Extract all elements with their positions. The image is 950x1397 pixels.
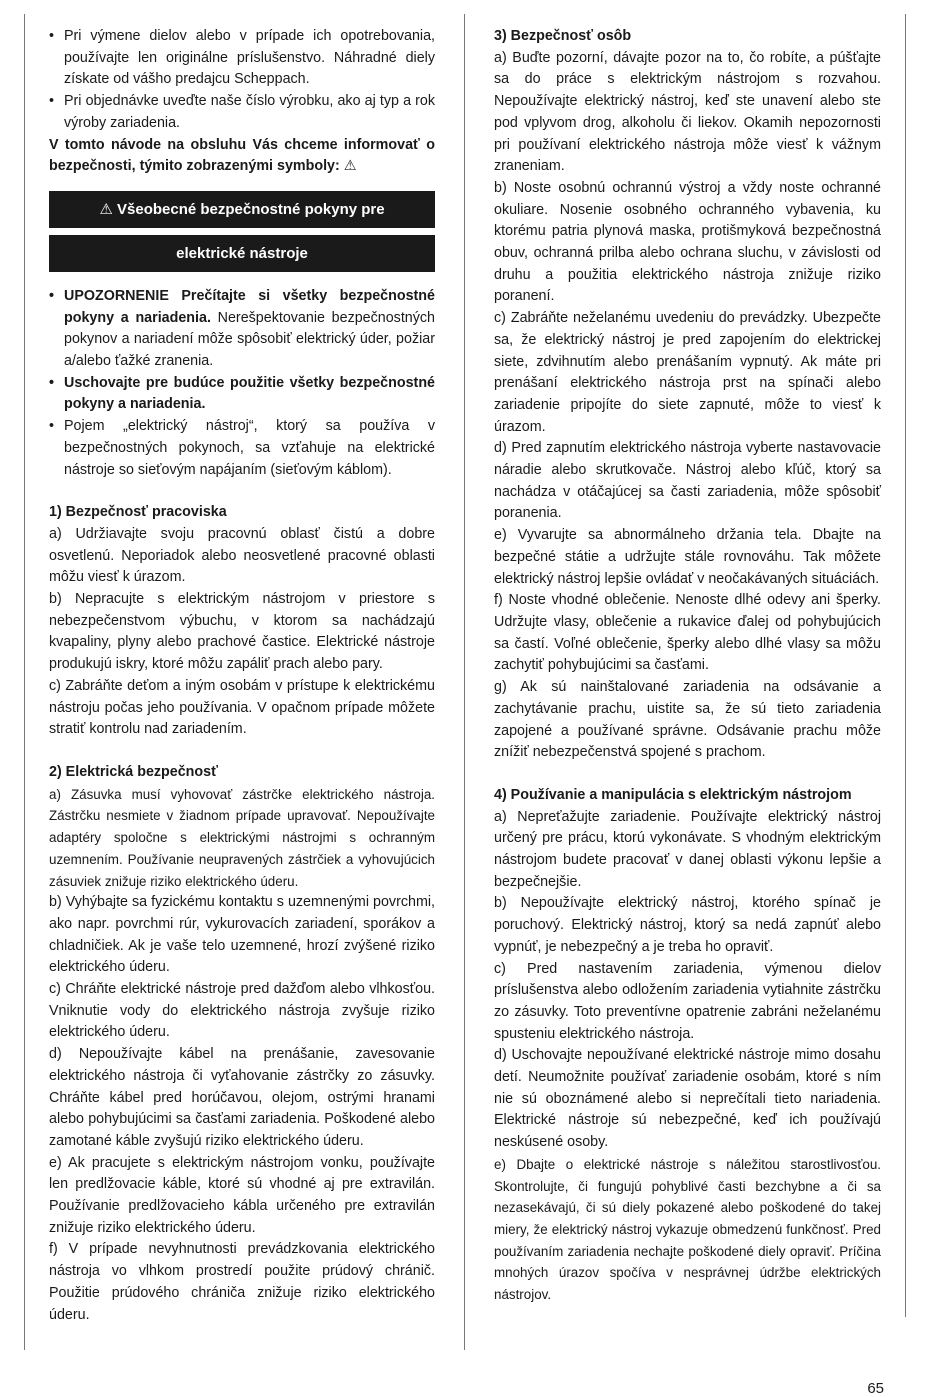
paragraph-s3-f: f) Noste vhodné oblečenie. Nenoste dlhé odevy ani šperky. Udržujte vlasy, oblečenie a rukavice ďalej od pohybujúcich sa častí. Voľné oblečenie, šperky alebo dlhé vlasy sa môžu zachytiť pohybujúcimi sa časťami.	[494, 592, 881, 674]
list-item	[49, 26, 435, 91]
bullet-marker: •	[49, 93, 55, 110]
paragraph-s2-a: a) Zásuvka musí vyhovovať zástrčke elektrického nástroja. Zástrčku nesmiete v žiadnom prípade upravovať. Nepoužívajte adaptéry spoločne s elektrickými nástrojmi s ochranným uzemnením. Používanie neupravených zástrčiek a vyhovujúcich zásuviek znižuje riziko elektrického úderu.	[49, 786, 435, 889]
intro-bullet-1: Pri výmene dielov alebo v prípade ich opotrebovania, používajte len originálne príslušenstvo. Náhradné diely získate od vášho predajcu Scheppach.	[64, 28, 435, 88]
warning-bold-text: UPOZORNENIE Prečítajte si všetky bezpečnostné pokyny a nariadenia.	[64, 287, 435, 326]
left-column	[49, 26, 435, 1326]
paragraph-s3-a: a) Buďte pozorní, dávajte pozor na to, čo robíte, a púšťajte sa do práce s elektrickým nástrojom s rozvahou. Nepoužívajte elektrický nástroj, keď ste unavení alebo ste pod vplyvom drog, alkoholu či liekov. Okamih nepozornosti pri používaní elektrického nástroja môže viesť k vážnym zraneniam.	[494, 49, 881, 175]
symbols-note: V tomto návode na obsluhu Vás chceme informovať o bezpečnosti, týmito zobrazenými symboly: ⚠	[49, 136, 435, 175]
keep-instructions: Uschovajte pre budúce použitie všetky bezpečnostné pokyny a nariadenia.	[64, 374, 435, 413]
page-number: 65	[867, 1380, 884, 1397]
paragraph-s2-e: e) Ak pracujete s elektrickým nástrojom vonku, používajte len predlžovacie káble, ktoré sú vhodné aj pre extravilán. Používanie predlžovacieho kábla určeného pre extravilán znižuje riziko elektrického úderu.	[49, 1154, 435, 1236]
list-item	[49, 416, 435, 481]
paragraph-s4-a: a) Nepreťažujte zariadenie. Používajte elektrický nástroj určený pre prácu, ktorú vykonávate. S vhodným elektrickým nástrojom budete pracovať v danej oblasti výkonu lepšie a bezpečnejšie.	[494, 808, 881, 890]
paragraph-s2-d: d) Nepoužívajte kábel na prenášanie, zavesovanie elektrického nástroja či vyťahovanie zástrčky zo zásuvky. Chráňte kábel pred horúčavou, olejom, ostrými hranami alebo pohybujúcimi sa časťami zariadenia. Poškodené alebo zamotané káble zvyšujú riziko elektrického úderu.	[49, 1046, 435, 1149]
list-item	[49, 373, 435, 416]
paragraph-s2-b: b) Vyhýbajte sa fyzickému kontaktu s uzemnenými povrchmi, ako napr. povrchmi rúr, vykurovacích zariadení, sporákov a chladničiek. Ak je vaše telo uzemnené, hrozí zvýšené riziko elektrického úderu.	[49, 894, 435, 976]
bullet-marker: •	[49, 28, 55, 44]
right-column	[494, 26, 881, 1306]
paragraph-s3-d: d) Pred zapnutím elektrického nástroja vyberte nastavovacie náradie alebo skrutkovače. Nástroj alebo kľúč, ktorý sa nachádza v otáčajúcej sa časti zariadenia, môže spôsobiť poranenia.	[494, 440, 881, 522]
paragraph-s4-b: b) Nepoužívajte elektrický nástroj, ktorého spínač je poruchový. Elektrický nástroj, ktorý sa nedá zapnúť alebo vypnúť, je nebezpečný a je treba ho opraviť.	[494, 895, 881, 955]
section-heading-4: 4) Používanie a manipulácia s elektrickým nástrojom	[494, 786, 852, 803]
paragraph-s1-c: c) Zabráňte deťom a iným osobám v prístupe k elektrickému nástroju počas jeho používania. V opačnom prípade môžete stratiť kontrolu nad zariadením.	[49, 677, 435, 738]
paragraph-s2-f: f) V prípade nevyhnutnosti prevádzkovania elektrického nástroja vo vlhkom prostredí použite prúdový chránič. Použitie prúdového chrániča znižuje riziko elektrického úderu.	[49, 1241, 435, 1323]
paragraph-s3-c: c) Zabráňte neželanému uvedeniu do prevádzky. Ubezpečte sa, že elektrický nástroj je pred zapojením do elektrickej siete, zdvihnutím alebo prenášaním vypnutý. Ak máte pri prenášaní elektrického nástroja prst na spínači alebo zariadenie pripojíte do siete zapnuté, môže to viesť k úrazom.	[494, 310, 881, 435]
term-note: Pojem „elektrický nástroj“, ktorý sa používa v bezpečnostných pokynoch, sa vzťahuje na elektrické nástroje so sieťovým napájaním (sieťovým káblom).	[64, 418, 435, 478]
list-item	[49, 286, 435, 373]
paragraph-s4-e: e) Dbajte o elektrické nástroje s náležitou starostlivosťou. Skontrolujte, či fungujú pohyblivé časti bezchybne a či sa nezasekávajú, či sú diely pokazené alebo poškodené do takej miery, že elektrický nástroj vykazuje obmedzenú funkčnosť. Pred používaním zariadenia nechajte poškodené diely opraviť. Príčina mnohých úrazov spočíva v nesprávnej údržbe elektrických nástrojov.	[494, 1156, 881, 1303]
paragraph-s1-a: a) Udržiavajte svoju pracovnú oblasť čistú a dobre osvetlenú. Neporiadok alebo neosvetlené pracovné oblasti môžu viesť k úrazom.	[49, 525, 435, 586]
warning-item	[64, 286, 435, 373]
left-margin-rule	[24, 14, 25, 1350]
paragraph-s4-c: c) Pred nastavením zariadenia, výmenou dielov príslušenstva alebo odložením zariadenia vytiahnite zástrčku zo zásuvky. Toto preventívne opatrenie zabráni neželanému spusteniu elektrického nástroja.	[494, 960, 881, 1042]
section-heading-2: 2) Elektrická bezpečnosť	[49, 763, 218, 780]
section-heading-3: 3) Bezpečnosť osôb	[494, 28, 632, 44]
section-heading-1: 1) Bezpečnosť pracoviska	[49, 504, 227, 521]
paragraph-s2-c: c) Chráňte elektrické nástroje pred dažďom alebo vlhkosťou. Vniknutie vody do elektrického nástroja zvyšuje riziko elektrického úderu.	[49, 981, 435, 1041]
section-banner-line1: ⚠ Všeobecné bezpečnostné pokyny pre	[49, 191, 435, 228]
paragraph-s1-b: b) Nepracujte s elektrickým nástrojom v priestore s nebezpečenstvom výbuchu, v ktorom sa nachádzajú kvapaliny, plyny alebo prachové častice. Elektrické nástroje produkujú iskry, ktoré môžu zapáliť prach alebo pary.	[49, 591, 435, 673]
section-banner-line2: elektrické nástroje	[49, 235, 435, 272]
column-divider	[464, 14, 465, 1350]
paragraph-s3-b: b) Noste osobnú ochrannú výstroj a vždy noste ochranné okuliare. Nosenie osobného ochranného vybavenia, ku ktorému patria plynová maska, protišmyková bezpečnostná obuv, ochranná prilba alebo ochrana sluchu, v závislosti od druhu a použitia elektrického nástroja znižuje riziko poranení.	[494, 179, 881, 305]
bullet-marker: •	[49, 287, 55, 304]
intro-bullet-2: Pri objednávke uveďte naše číslo výrobku, ako aj typ a rok výroby zariadenia.	[64, 93, 435, 131]
right-margin-rule	[905, 14, 906, 1317]
warning-text: Nerešpektovanie bezpečnostných pokynov a nariadení môže spôsobiť elektrický úder, požiar a/alebo ťažké zranenia.	[64, 309, 435, 370]
paragraph-s4-d: d) Uschovajte nepoužívané elektrické nástroje mimo dosahu detí. Neumožnite používať zariadenie osobám, ktoré s ním nie sú oboznámené alebo si neprečítali tieto nariadenia. Elektrické nástroje sú nebezpečné, keď ich používajú neskúsené osoby.	[494, 1047, 881, 1151]
paragraph-s3-g: g) Ak sú nainštalované zariadenia na odsávanie a zachytávanie prachu, uistite sa, že sú tieto zariadenia zapojené a používané správne. Odsávanie prachu môže znížiť nebezpečenstvá spojené s prachom.	[494, 679, 881, 761]
bullet-marker: •	[49, 374, 55, 391]
paragraph-s3-e: e) Vyvarujte sa abnormálneho držania tela. Dbajte na bezpečné státie a udržujte stále rovnováhu. Tak môžete elektrický nástroj lepšie ovládať v neočakávaných situáciách.	[494, 527, 881, 587]
list-item	[49, 91, 435, 134]
bullet-marker: •	[49, 418, 55, 435]
